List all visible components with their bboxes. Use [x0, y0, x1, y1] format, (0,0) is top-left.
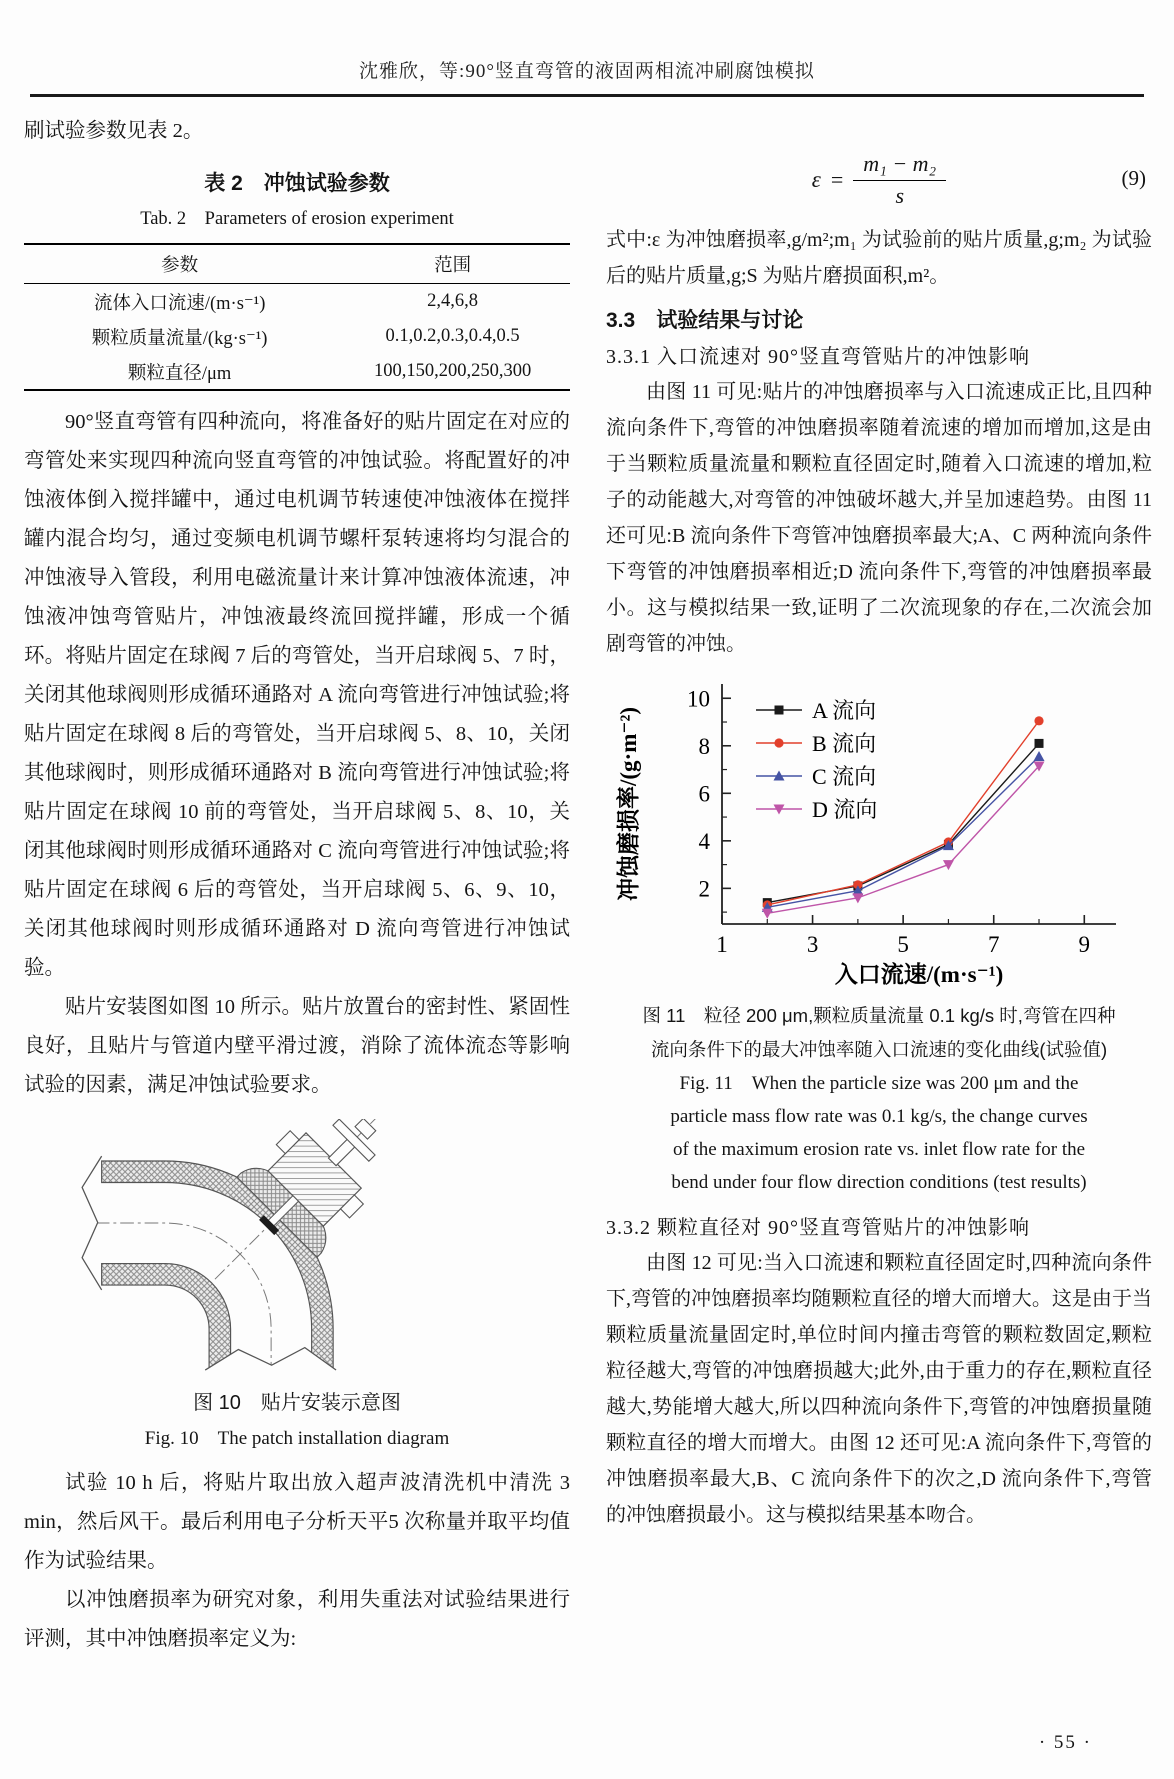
svg-text:7: 7 [987, 932, 1000, 957]
svg-text:B 流向: B 流向 [812, 731, 877, 756]
svg-text:8: 8 [698, 733, 710, 759]
table-cell: 颗粒直径/μm [127, 363, 232, 384]
svg-text:C 流向: C 流向 [812, 764, 877, 789]
table-header-row [24, 244, 570, 284]
table2-title-cn: 表 2 冲蚀试验参数 [204, 172, 390, 195]
svg-text:9: 9 [1078, 932, 1091, 957]
svg-text:10: 10 [687, 686, 710, 712]
equation-lhs: ε [811, 167, 821, 192]
svg-text:入口流速/(m·s⁻¹): 入口流速/(m·s⁻¹) [834, 962, 1004, 987]
paragraph-intro: 刷试验参数见表 2。 [24, 120, 204, 142]
equation-equals: = [830, 167, 844, 192]
figure10-caption-en: Fig. 10 The patch installation diagram [144, 1428, 450, 1449]
table-header-range: 范围 [335, 244, 570, 284]
figure11-caption-en-line1: Fig. 11 When the particle size was 200 μm and the [679, 1073, 1079, 1094]
table2-erosion-parameters [24, 243, 570, 391]
equation-numerator: m₁ − m₂ [853, 151, 946, 181]
svg-text:冲蚀磨损率/(g·m⁻²): 冲蚀磨损率/(g·m⁻²) [616, 706, 641, 902]
table-cell: 100,150,200,250,300 [373, 361, 532, 381]
svg-text:6: 6 [698, 781, 710, 807]
left-column [24, 112, 570, 1659]
svg-text:D 流向: D 流向 [812, 797, 878, 822]
figure11-caption-en-line2: particle mass flow rate was 0.1 kg/s, the change curves [670, 1106, 1088, 1127]
svg-text:A 流向: A 流向 [812, 698, 877, 723]
table-cell: 流体入口流速/(m·s⁻¹) [93, 293, 266, 314]
journal-running-head: 沈雅欣，等:90°竖直弯管的液固两相流冲刷腐蚀模拟 [359, 61, 815, 82]
figure11-erosion-rate-chart [606, 672, 1152, 988]
equation-fraction [853, 151, 946, 209]
paragraph-fig11-discussion: 由图 11 可见:贴片的冲蚀磨损率与入口流速成正比,且四种流向条件下,弯管的冲蚀磨损率随着流速的增加而增加,这是由于当颗粒质量流量和颗粒直径固定时,随着入口流速的增加,粒子的动能越大,对弯管的冲蚀破坏越大,并呈加速趋势。由图 11 还可见:B 流向条件下弯管冲蚀磨损率最大;A、C 两种流向条件下弯管的冲蚀磨损率相近;D 流向条件下,弯管的冲蚀磨损率最小。这与模拟结果一致,证明了二次流现象的存在,二次流会加剧弯管的冲蚀。 [606, 381, 1152, 655]
table-header-parameter: 参数 [24, 244, 335, 284]
figure11-caption-cn-line2: 流向条件下的最大冲蚀率随入口流速的变化曲线(试验值) [650, 1039, 1108, 1060]
svg-text:4: 4 [698, 828, 710, 854]
table-cell: 2,4,6,8 [427, 291, 479, 311]
equation-denominator: s [895, 183, 905, 208]
equation-number: (9) [1121, 166, 1146, 190]
table-cell: 颗粒质量流量/(kg·s⁻¹) [91, 328, 268, 349]
paragraph-fig12-discussion: 由图 12 可见:当入口流速和颗粒直径固定时,四种流向条件下,弯管的冲蚀磨损率均随颗粒直径的增大而增大。这是由于当颗粒质量流量固定时,单位时间内撞击弯管的颗粒数固定,颗粒粒径越大,弯管的冲蚀磨损越大;此外,由于重力的存在,颗粒直径越大,势能增大越大,所以四种流向条件下,弯管的冲蚀磨损量随颗粒直径的增大而增大。由图 12 还可见:A 流向条件下,弯管的冲蚀磨损率最大,B、C 流向条件下的次之,D 流向条件下,弯管的冲蚀磨损最小。这与模拟结果基本吻合。 [606, 1252, 1152, 1526]
table-row [24, 354, 570, 390]
table2-title-en: Tab. 2 Parameters of erosion experiment [140, 209, 454, 229]
svg-text:5: 5 [897, 932, 909, 957]
svg-text:2: 2 [698, 876, 710, 902]
patch-installation-diagram [71, 1119, 523, 1371]
figure11-caption-cn-line1: 图 11 粒径 200 μm,颗粒质量流量 0.1 kg/s 时,弯管在四种 [642, 1005, 1116, 1026]
section-heading-3-3: 3.3 试验结果与讨论 [606, 309, 804, 332]
table-cell: 0.1,0.2,0.3,0.4,0.5 [385, 326, 520, 346]
section-heading-3-3-2: 3.3.2 颗粒直径对 90°竖直弯管贴片的冲蚀影响 [606, 1217, 1030, 1239]
header-divider-rule [30, 94, 1144, 97]
table-row [24, 284, 570, 320]
svg-text:3: 3 [806, 932, 819, 957]
figure10-patch-installation [24, 1119, 570, 1450]
paragraph-symbol-definitions: 式中:ε 为冲蚀磨损率,g/m²;m₁ 为试验前的贴片质量,g;m₂ 为试验后的贴片质量,g;S 为贴片磨损面积,m²。 [606, 229, 1152, 287]
right-column [606, 112, 1152, 1533]
pipe-centerline [96, 1223, 271, 1369]
figure10-caption-cn: 图 10 贴片安装示意图 [193, 1392, 401, 1414]
section-heading-3-3-1: 3.3.1 入口流速对 90°竖直弯管贴片的冲蚀影响 [606, 346, 1030, 368]
table-row [24, 319, 570, 354]
page-number: · 55 · [1038, 1732, 1092, 1753]
pipe-inner-wall [102, 1264, 231, 1369]
figure11-caption-en-line4: bend under four flow direction conditions (test results) [671, 1172, 1087, 1193]
equation-9 [606, 138, 1152, 222]
svg-text:1: 1 [716, 932, 728, 957]
figure11-caption-en-line3: of the maximum erosion rate vs. inlet flow rate for the [672, 1139, 1086, 1160]
paragraph-erosion-rate-def: 以冲蚀磨损率为研究对象，利用失重法对试验结果进行评测，其中冲蚀磨损率定义为: [24, 1589, 570, 1650]
paragraph-experiment-setup: 90°竖直弯管有四种流向，将准备好的贴片固定在对应的弯管处来实现四种流向竖直弯管的冲蚀试验。将配置好的冲蚀液体倒入搅拌罐中，通过电机调节转速使冲蚀液体在搅拌罐内混合均匀，通过变频电机调节螺杆泵转速将均匀混合的冲蚀液导入管段，利用电磁流量计来计算冲蚀液体流速，冲蚀液冲蚀弯管贴片，冲蚀液最终流回搅拌罐，形成一个循环。将贴片固定在球阀 7 后的弯管处，当开启球阀 5、7 时，关闭其他球阀则形成循环通路对 A 流向弯管进行冲蚀试验;将贴片固定在球阀 8 后的弯管处，当开启球阀 5、8、10，关闭其他球阀时，则形成循环通路对 B 流向弯管进行冲蚀试验;将贴片固定在球阀 10 前的弯管处，当开启球阀 5、8、10，关闭其他球阀时则形成循环通路对 C 流向弯管进行冲蚀试验;将贴片固定在球阀 6 后的弯管处，当开启球阀 5、6、9、10，关闭其他球阀时则形成循环通路对 D 流向弯管进行冲蚀试验。 [24, 411, 570, 979]
patch-fixture [227, 1119, 410, 1268]
paragraph-patch-install: 贴片安装图如图 10 所示。贴片放置台的密封性、紧固性良好，且贴片与管道内壁平滑过渡，消除了流体流态等影响试验的因素，满足冲蚀试验要求。 [24, 996, 570, 1096]
paragraph-weighing-procedure: 试验 10 h 后，将贴片取出放入超声波清洗机中清洗 3 min，然后风干。最后利用电子分析天平5 次称量并取平均值作为试验结果。 [24, 1472, 570, 1572]
